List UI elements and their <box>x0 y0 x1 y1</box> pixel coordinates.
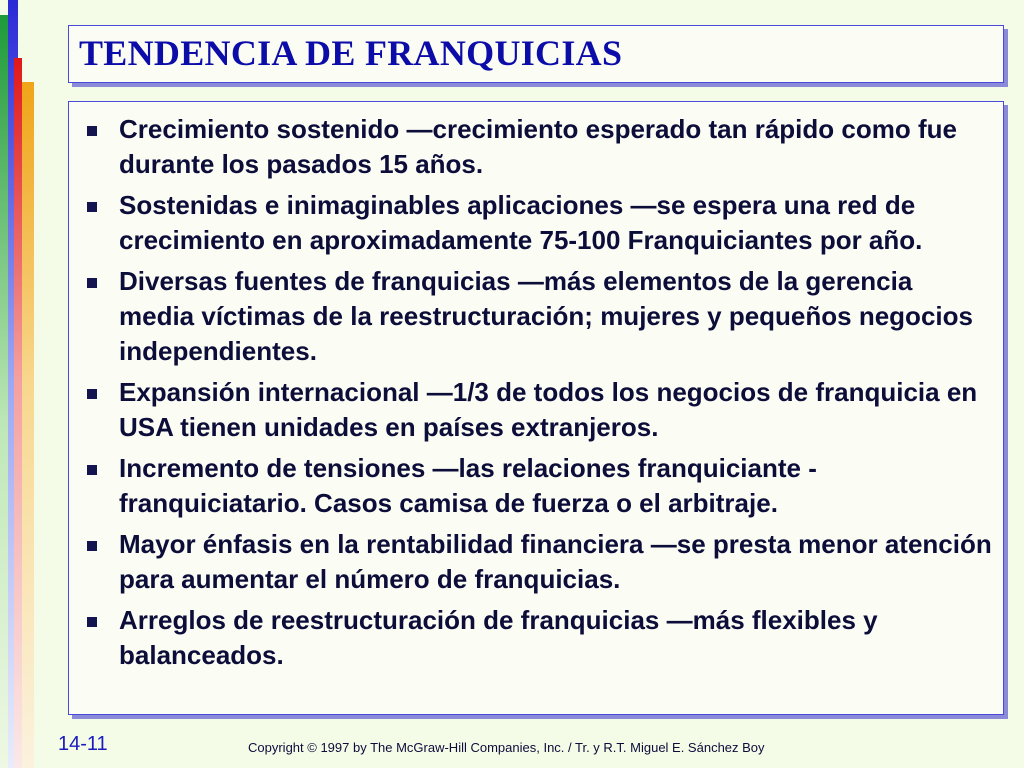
square-bullet-icon <box>87 389 97 399</box>
square-bullet-icon <box>87 278 97 288</box>
decorative-bar-orange <box>22 82 34 768</box>
copyright-notice: Copyright © 1997 by The McGraw-Hill Companies, Inc. / Tr. y R.T. Miguel E. Sánchez Boy <box>248 740 765 755</box>
content-box <box>68 101 1004 715</box>
bullet-text: Diversas fuentes de franquicias —más elementos de la gerencia media víctimas de la reestructuración; mujeres y pequeños negocios independientes. <box>119 266 973 366</box>
bullet-item <box>83 451 993 521</box>
bullet-item <box>83 264 993 369</box>
slide-number: 14-11 <box>58 733 108 755</box>
bullet-text: Incremento de tensiones —las relaciones franquiciante - franquiciatario. Casos camisa de fuerza o el arbitraje. <box>119 453 817 518</box>
bullet-item <box>83 603 993 673</box>
bullet-item <box>83 375 993 445</box>
decorative-bar-green <box>0 15 8 768</box>
bullet-text: Arreglos de reestructuración de franquicias —más flexibles y balanceados. <box>119 605 878 670</box>
bullet-text: Mayor énfasis en la rentabilidad financiera —se presta menor atención para aumentar el número de franquicias. <box>119 529 992 594</box>
bullet-text: Crecimiento sostenido —crecimiento esperado tan rápido como fue durante los pasados 15 años. <box>119 114 957 179</box>
title-box <box>68 25 1004 83</box>
slide-title: TENDENCIA DE FRANQUICIAS <box>79 33 623 73</box>
square-bullet-icon <box>87 202 97 212</box>
square-bullet-icon <box>87 126 97 136</box>
decorative-bar-red <box>14 58 22 768</box>
square-bullet-icon <box>87 617 97 627</box>
bullet-text: Sostenidas e inimaginables aplicaciones —se espera una red de crecimiento en aproximadamente 75-100 Franquiciantes por año. <box>119 190 923 255</box>
bullet-item <box>83 188 993 258</box>
bullet-item <box>83 527 993 597</box>
square-bullet-icon <box>87 465 97 475</box>
bullet-text: Expansión internacional —1/3 de todos los negocios de franquicia en USA tienen unidades en países extranjeros. <box>119 377 978 442</box>
square-bullet-icon <box>87 541 97 551</box>
bullet-item <box>83 112 993 182</box>
bullet-list <box>83 112 993 679</box>
